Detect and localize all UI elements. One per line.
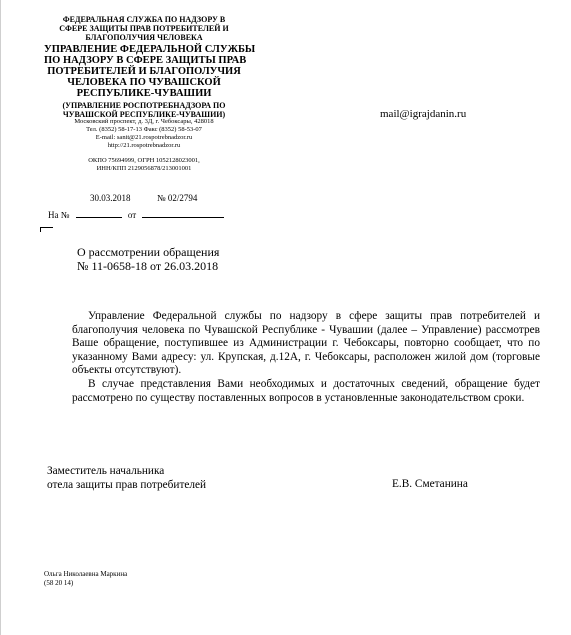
position-line: отела защиты прав потребителей <box>47 479 207 491</box>
subject-block <box>77 245 219 273</box>
email-line: E-mail: sanit@21.rospotrebnadzor.ru <box>95 134 193 141</box>
address-line: Московский проспект, д. 3Д, г. Чебоксары, 428018 <box>74 118 214 125</box>
executor-info <box>44 570 127 588</box>
reference-number-label: На № <box>48 210 70 220</box>
address-corner-mark <box>40 227 53 232</box>
reference-number-blank <box>76 209 122 218</box>
agency-name <box>44 15 244 42</box>
registry-line: ОКПО 75694999, ОГРН 1052128023001, <box>88 157 200 164</box>
reference-row <box>48 209 224 220</box>
body-paragraph: В случае представления Вами необходимых и достаточных сведений, обращение будет рассмотрено по существу поставленных вопросов в установленные законодательством сроки. <box>72 377 540 404</box>
department-name <box>44 44 256 99</box>
agency-line: БЛАГОПОЛУЧИЯ ЧЕЛОВЕКА <box>85 33 203 42</box>
reference-date-blank <box>142 209 224 218</box>
phone-line: Тел. (8352) 58-17-13 Факс (8352) 58-53-07 <box>86 126 202 133</box>
short-name-line: (УПРАВЛЕНИЕ РОСПОТРЕБНАДЗОРА ПО <box>62 101 226 110</box>
department-line: ПО НАДЗОРУ В СФЕРЕ ЗАЩИТЫ ПРАВ <box>44 55 247 66</box>
page-left-border <box>0 0 1 635</box>
department-line: РЕСПУБЛИКЕ-ЧУВАШИИ <box>76 88 212 99</box>
recipient-email: mail@igrajdanin.ru <box>380 108 467 120</box>
outgoing-date-number <box>90 193 197 203</box>
website-line: http://21.rospotrebnadzor.ru <box>107 142 181 149</box>
body-paragraph: Управление Федеральной службы по надзору в сфере защиты прав потребителей и благополучия человека по Чувашской Республике - Чувашии (далее – Управление) рассмотрев Ваше обращение, поступившее из Администрации г. Чебоксары, повторно сообщает, что по указанному Вами адресу: ул. Крупская, д.12А, г. Чебоксары, расположен жилой дом (торговые объекты отсутствуют). <box>72 310 540 377</box>
registry-line: ИНН/КПП 2129056878/213001001 <box>96 165 192 172</box>
signatory-name: Е.В. Сметанина <box>392 478 468 490</box>
agency-line: СФЕРЕ ЗАЩИТЫ ПРАВ ПОТРЕБИТЕЛЕЙ И <box>59 24 229 33</box>
registry-info <box>44 157 244 173</box>
subject-line: О рассмотрении обращения <box>77 245 220 259</box>
subject-line: № 11-0658-18 от 26.03.2018 <box>77 259 219 273</box>
letter-body <box>72 310 540 405</box>
department-line: ЧЕЛОВЕКА ПО ЧУВАШСКОЙ <box>67 77 221 88</box>
department-short-name <box>44 101 244 119</box>
executor-phone: (58 20 14) <box>44 579 74 587</box>
executor-name: Ольга Николаевна Маркина <box>44 570 128 578</box>
signatory-position <box>47 464 206 492</box>
short-name-line: ЧУВАШСКОЙ РЕСПУБЛИКЕ-ЧУВАШИИ) <box>62 110 226 119</box>
contact-info <box>44 118 244 150</box>
reference-date-label: от <box>127 210 137 220</box>
outgoing-number: № 02/2794 <box>157 193 198 203</box>
department-line: УПРАВЛЕНИЕ ФЕДЕРАЛЬНОЙ СЛУЖБЫ <box>44 44 256 55</box>
position-line: Заместитель начальника <box>47 465 165 477</box>
department-line: ПОТРЕБИТЕЛЕЙ И БЛАГОПОЛУЧИЯ <box>47 66 241 77</box>
outgoing-date: 30.03.2018 <box>90 193 131 203</box>
agency-line: ФЕДЕРАЛЬНАЯ СЛУЖБА ПО НАДЗОРУ В <box>62 15 226 24</box>
